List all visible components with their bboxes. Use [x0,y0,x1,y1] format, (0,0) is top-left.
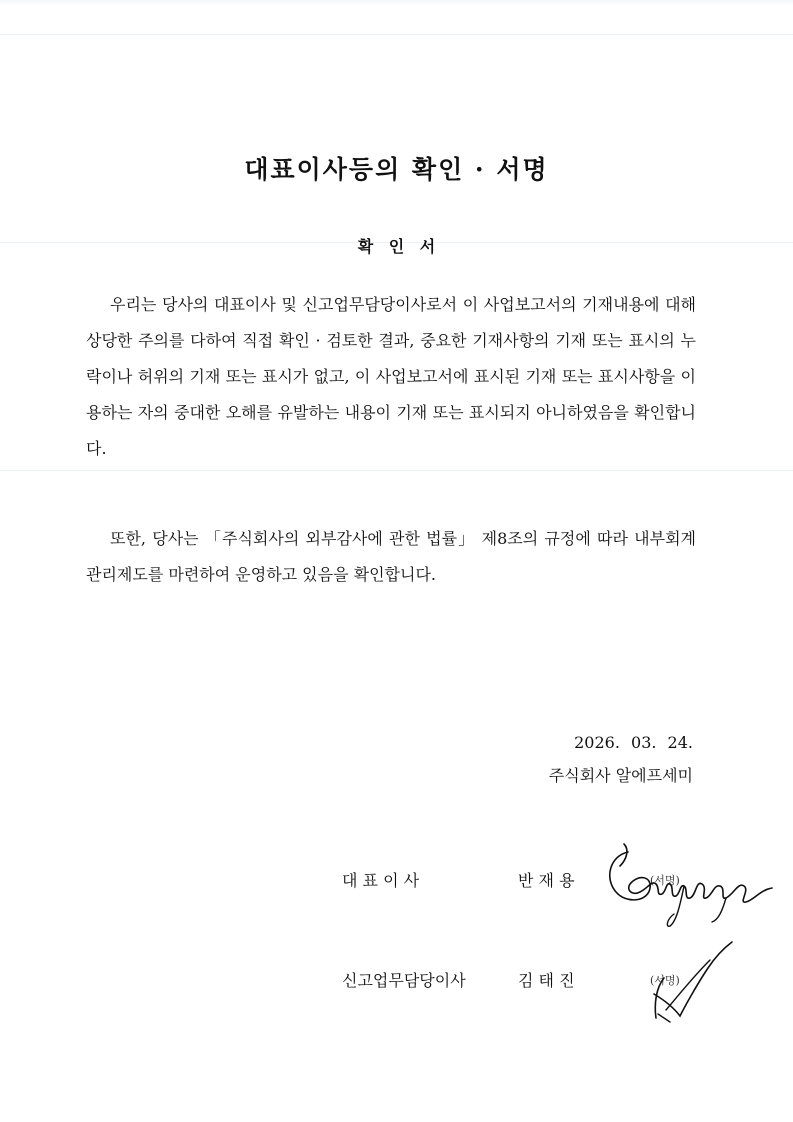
document-date: 2026. 03. 24. [574,733,693,752]
scan-line [0,470,793,471]
internal-control-paragraph: 또한, 당사는 「주식회사의 외부감사에 관한 법률」 제8조의 규정에 따라 내부회계관리제도를 마련하여 운영하고 있음을 확인합니다. [86,529,696,584]
scan-line [0,34,793,35]
signatory-name: 김 태 진 [518,971,575,990]
company-name: 주식회사 알에프세미 [548,766,693,785]
document-title: 대표이사등의 확인 · 서명 [244,155,549,184]
signature-mark: (서명) [650,974,680,987]
scan-edge [0,0,793,6]
confirmation-paragraph: 우리는 당사의 대표이사 및 신고업무담당이사로서 이 사업보고서의 기재내용에 대해 상당한 주의를 다하여 직접 확인 · 검토한 결과, 중요한 기재사항의 기재 또는 표시의 누락이나 허위의 기재 또는 표시가 없고, 이 사업보고서에 표시된 기재 또는 표시사항을 이용하는 자의 중대한 오해를 유발하는 내용이 기재 또는 표시되지 아니하였음을 확인합니다. [86,295,696,458]
signature-mark: (서명) [650,874,680,887]
handwritten-signature-ceo-icon [600,840,780,930]
signatory-name: 반 재 용 [518,871,575,890]
handwritten-signature-cfo-icon [640,938,750,1028]
signatory-role: 대 표 이 사 [342,871,420,890]
document-subtitle: 확 인 서 [357,237,436,256]
signatory-role: 신고업무담당이사 [342,971,466,990]
